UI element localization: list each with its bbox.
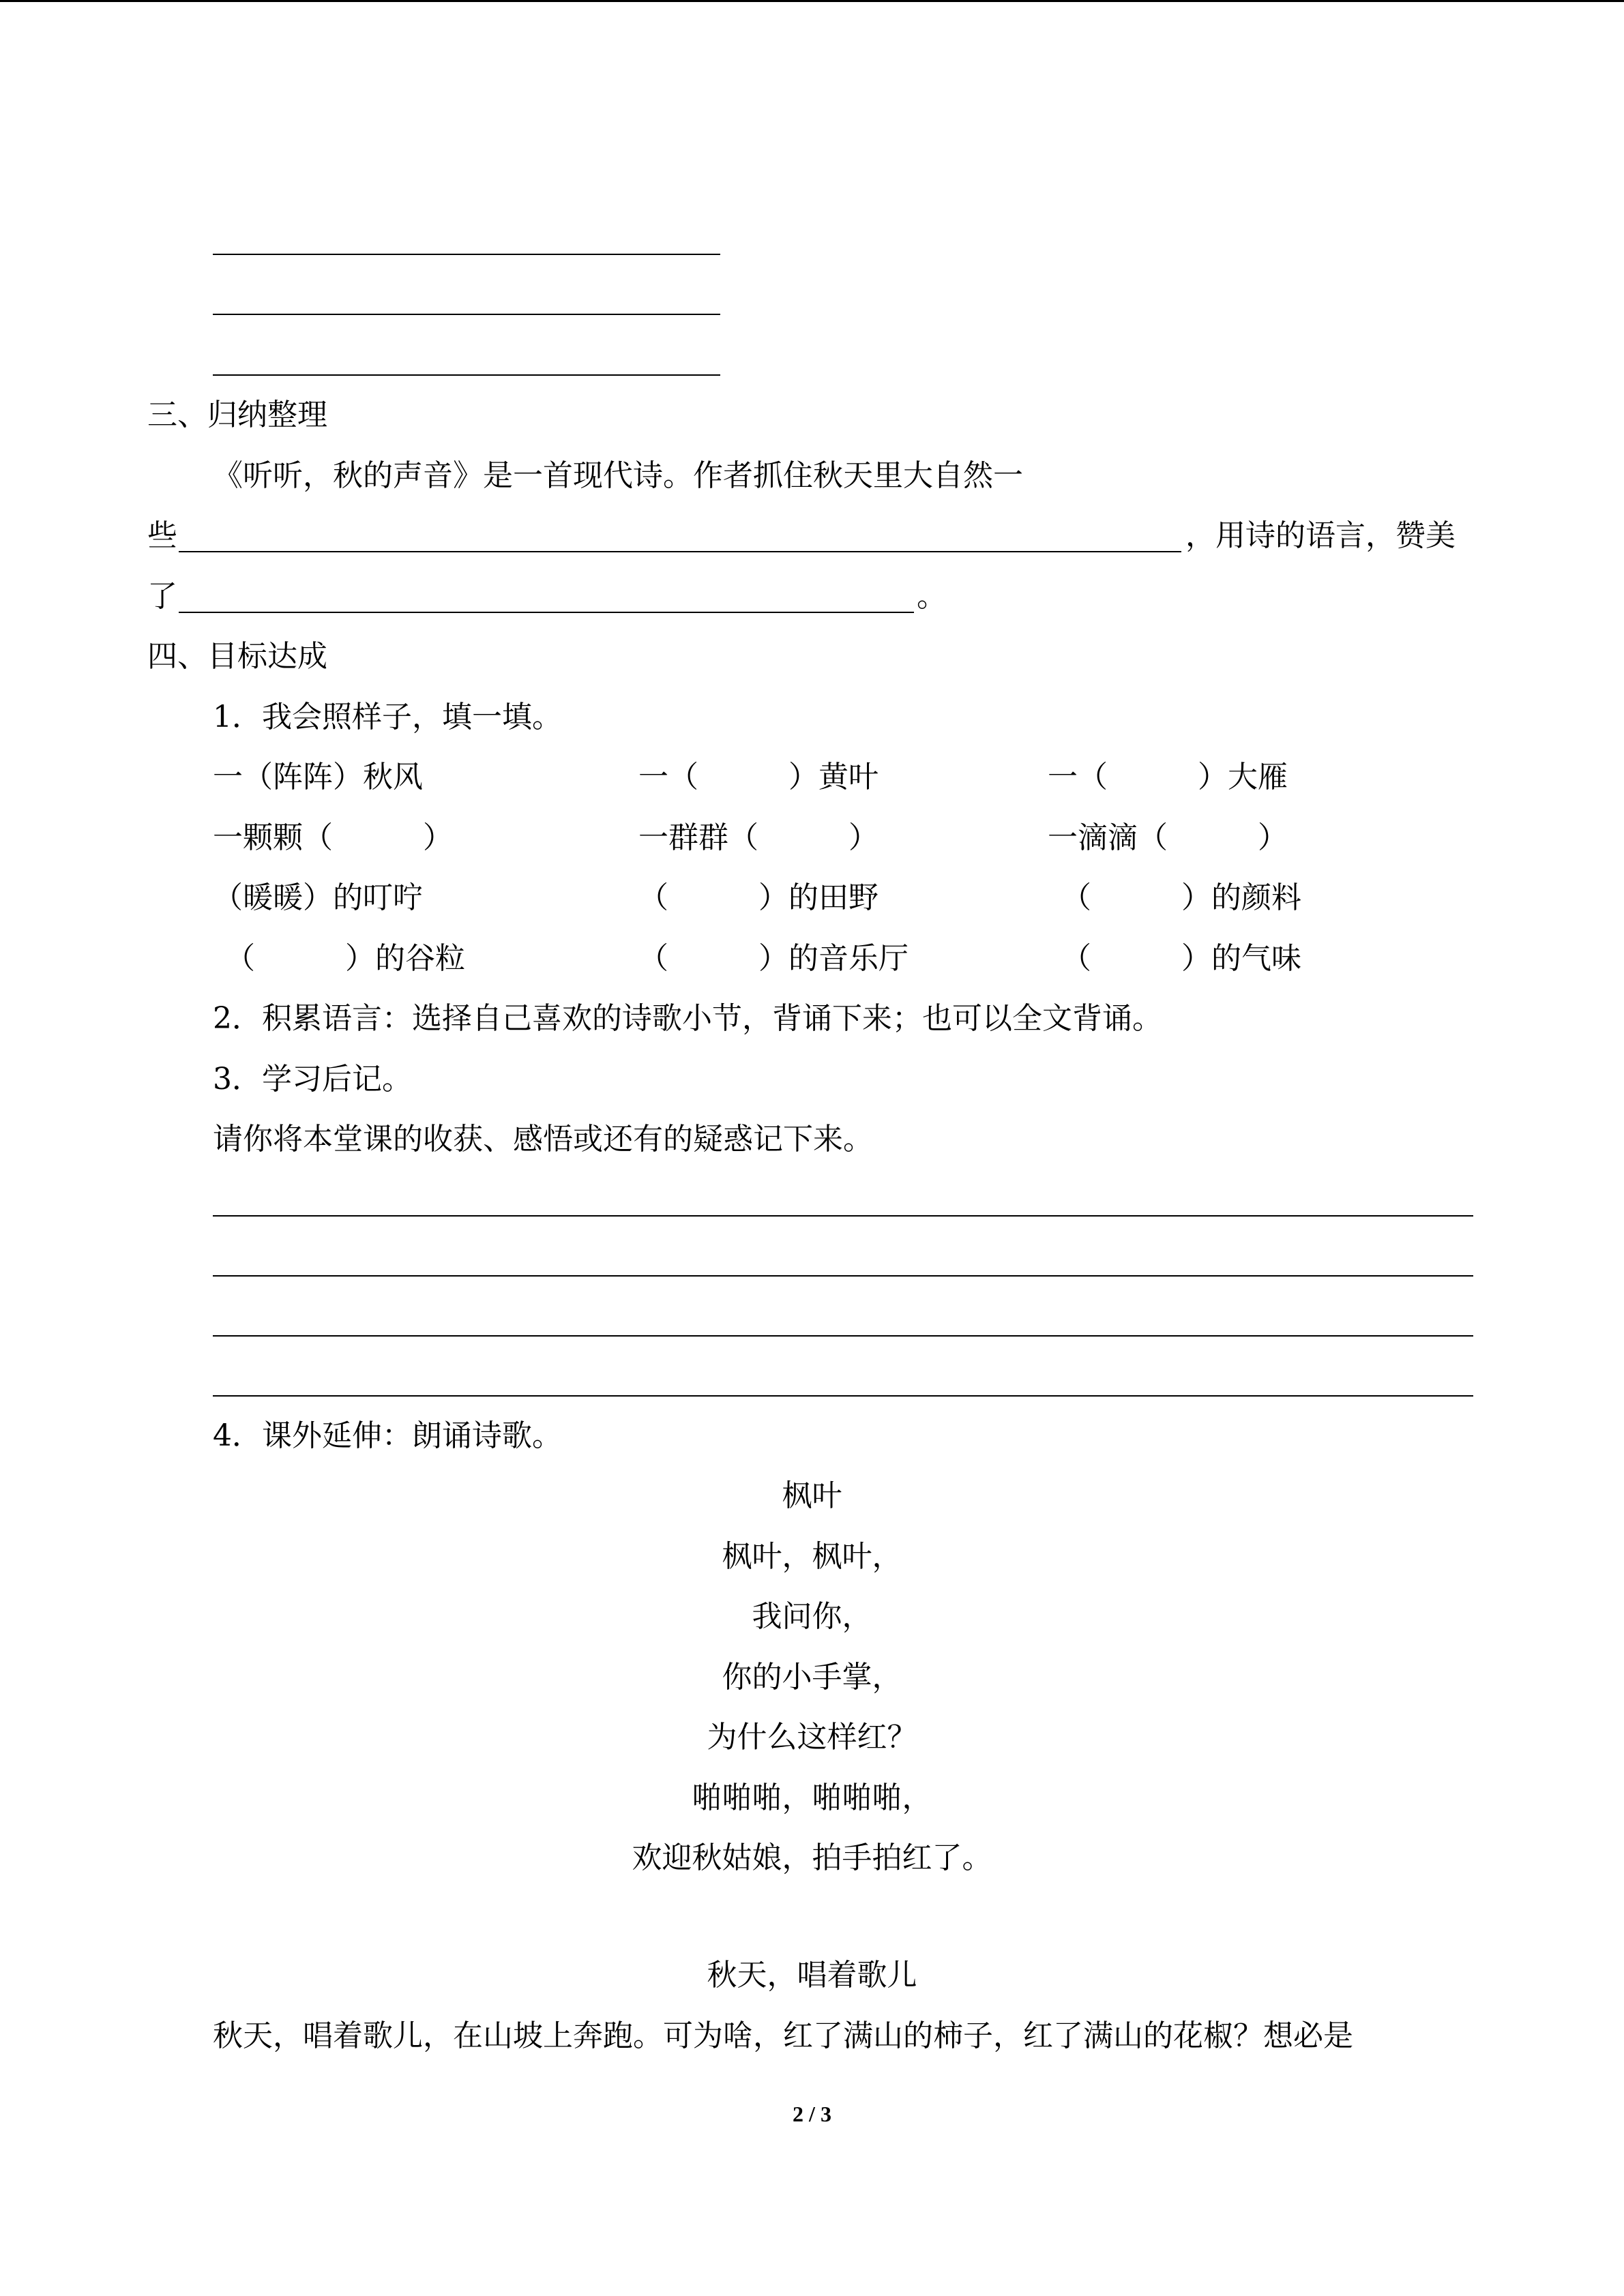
poem-1-line: 你的小手掌， [722,1660,902,1695]
grid-cell[interactable]: （ ）的气味 [1061,941,1301,976]
grid-cell[interactable]: （ ）的谷粒 [225,941,465,976]
writing-line[interactable] [213,1275,1473,1277]
answer-line[interactable] [213,374,720,376]
poem-1-line: 啪啪啪，啪啪啪， [692,1780,932,1815]
section-3-line-2-start: 些 [147,518,177,553]
page-number: 2 / 3 [793,2102,831,2126]
answer-line[interactable] [213,254,720,255]
grid-cell[interactable]: （ ）的颜料 [1061,880,1301,915]
page-top-border [0,0,1624,2]
grid-cell: （暖暖）的叮咛 [213,880,423,915]
writing-line[interactable] [213,1395,1473,1397]
writing-line[interactable] [213,1215,1473,1217]
grid-cell[interactable]: 一群群（ ） [638,820,879,855]
poem-1-line: 枫叶，枫叶， [722,1539,902,1574]
grid-cell[interactable]: 一（ ）大雁 [1048,760,1288,794]
grid-cell[interactable]: 一（ ）黄叶 [638,760,879,794]
section-3-line-3-start: 了 [147,579,177,614]
grid-cell[interactable]: （ ）的音乐厅 [638,941,909,976]
section-3-line-2-end: ，用诗的语言，赞美 [1185,518,1456,553]
question-3-prompt: 请你将本堂课的收获、感悟或还有的疑惑记下来。 [213,1122,873,1157]
grid-cell[interactable]: （ ）的田野 [638,880,879,915]
poem-1-title: 枫叶 [782,1478,842,1513]
grid-cell[interactable]: 一颗颗（ ） [213,820,453,855]
fill-blank-line[interactable] [179,612,914,613]
fill-blank-line[interactable] [179,551,1181,552]
section-4-heading: 四、目标达成 [147,639,327,674]
question-2: 2．积累语言：选择自己喜欢的诗歌小节，背诵下来；也可以全文背诵。 [213,1001,1162,1036]
poem-2-first-line: 秋天，唱着歌儿，在山坡上奔跑。可为啥，红了满山的柿子，红了满山的花椒？想必是 [213,2018,1353,2053]
answer-line[interactable] [213,314,720,315]
grid-cell: 一（阵阵）秋风 [213,760,423,794]
poem-1-line: 为什么这样红？ [707,1720,917,1755]
poem-1-line: 我问你， [752,1599,872,1634]
question-3: 3．学习后记。 [213,1062,412,1097]
section-3-paragraph-line-1: 《听听，秋的声音》是一首现代诗。作者抓住秋天里大自然一 [213,458,1023,493]
writing-line[interactable] [213,1335,1473,1337]
poem-1-line: 欢迎秋姑娘，拍手拍红了。 [632,1840,992,1875]
poem-2-title: 秋天，唱着歌儿 [707,1958,917,1993]
section-3-heading: 三、归纳整理 [147,398,327,432]
grid-cell[interactable]: 一滴滴（ ） [1048,820,1288,855]
question-1: 1．我会照样子，填一填。 [213,700,562,734]
section-3-line-3-end: 。 [917,579,947,614]
question-4: 4．课外延伸：朗诵诗歌。 [213,1418,562,1453]
